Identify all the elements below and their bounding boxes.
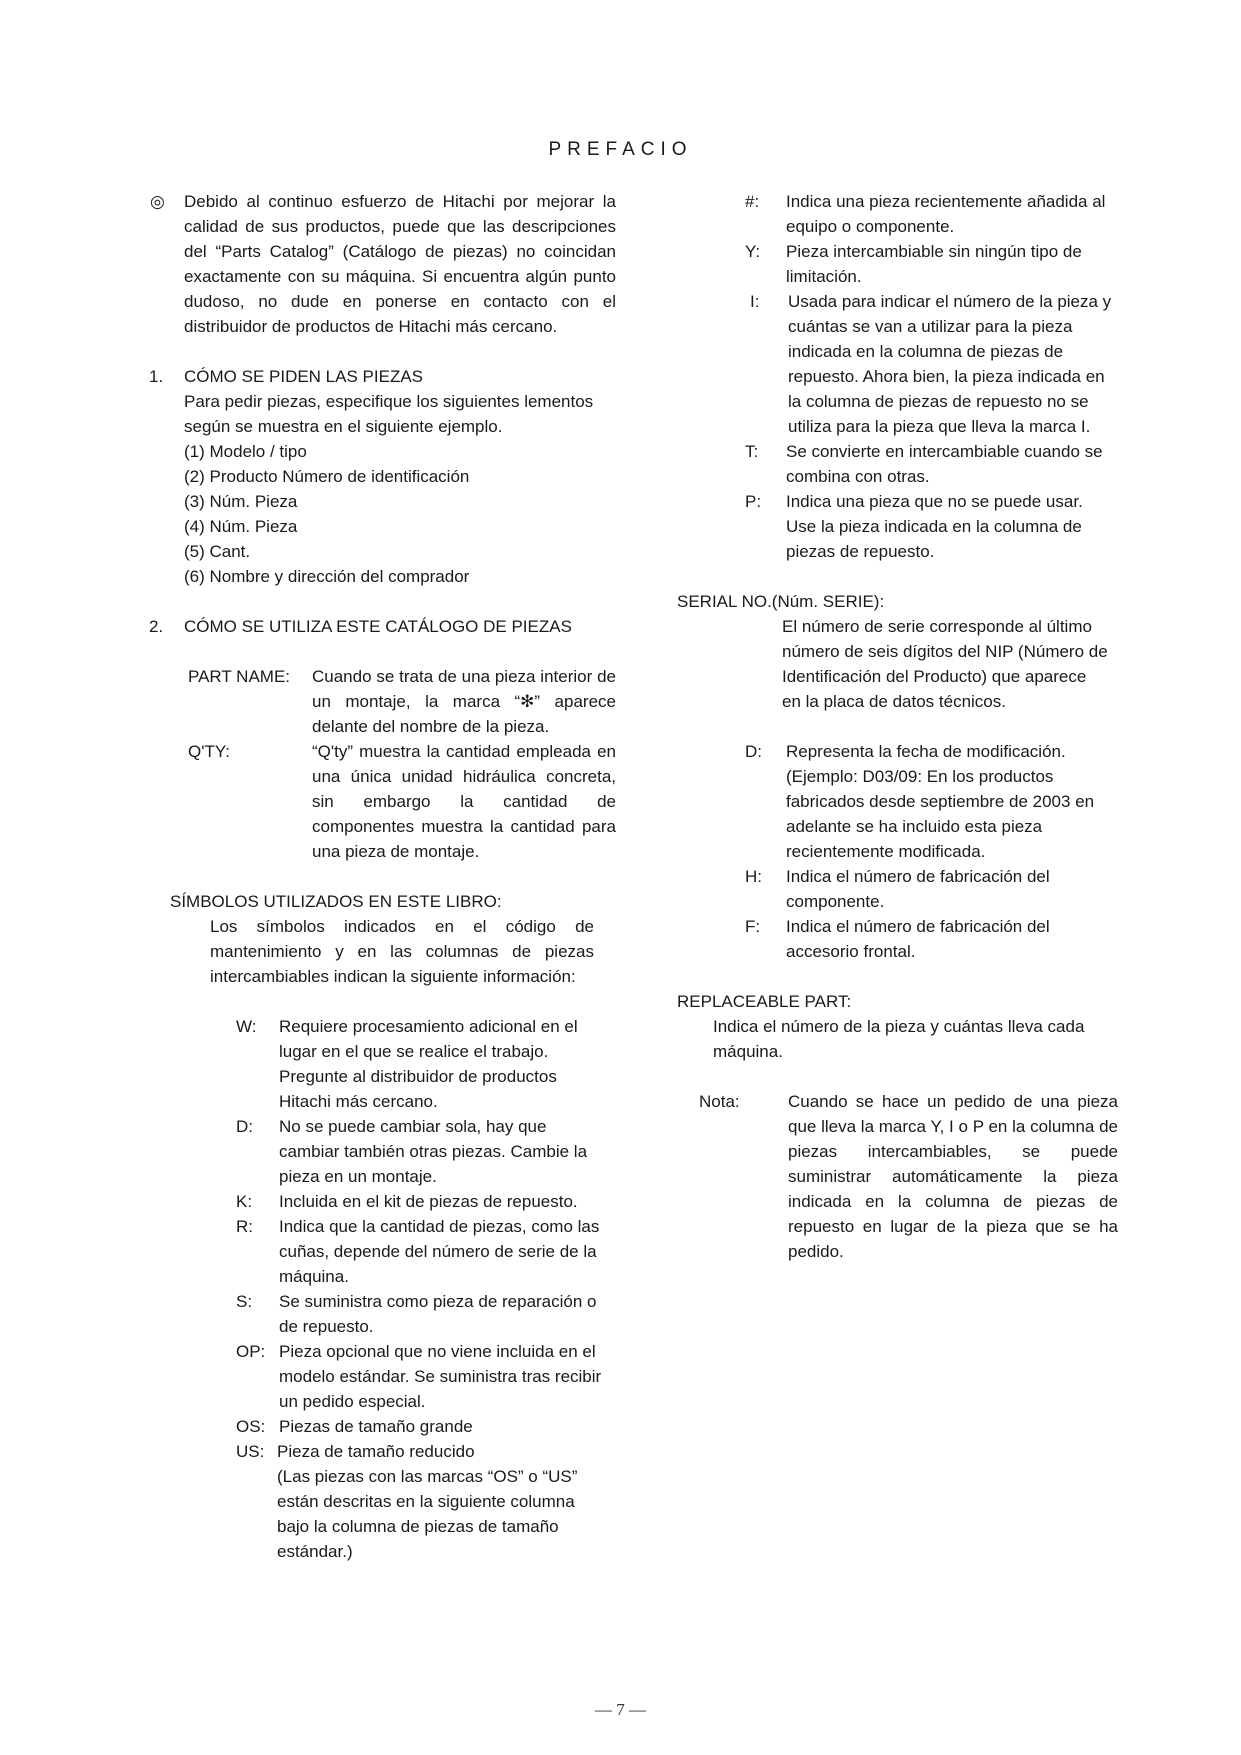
section2-number: 2. — [149, 617, 164, 636]
desc-line: equipo o componente. — [786, 217, 955, 236]
symbol-os-desc — [279, 1414, 473, 1439]
symbol-y-desc — [786, 239, 1082, 289]
symbols-heading: SÍMBOLOS UTILIZADOS EN ESTE LIBRO: — [170, 892, 502, 911]
symbol-label: OP: — [236, 1342, 266, 1361]
symbol-label: D: — [745, 742, 762, 761]
part-name-text: Cuando se trata de una pieza interior de un montaje, la marca “✻” aparece delante del nombre de la pieza. — [312, 667, 616, 736]
symbols-intro: Los símbolos indicados en el código de mantenimiento y en las columnas de piezas intercambiables indican la siguiente información: — [210, 917, 594, 986]
desc-line: cambiar también otras piezas. Cambie la — [279, 1142, 588, 1161]
desc-line: Incluida en el kit de piezas de repuesto. — [279, 1192, 578, 1211]
desc-line: cuántas se van a utilizar para la pieza — [788, 317, 1073, 336]
symbol-d-desc — [279, 1114, 587, 1189]
desc-line: de repuesto. — [279, 1317, 374, 1336]
section1-line: (5) Cant. — [184, 542, 251, 561]
section1-line: (1) Modelo / tipo — [184, 442, 307, 461]
section1-line: (4) Núm. Pieza — [184, 517, 298, 536]
symbol-hash-desc — [786, 189, 1105, 239]
desc-line: adelante se ha incluido esta pieza — [786, 817, 1043, 836]
desc-line: (Las piezas con las marcas “OS” o “US” — [277, 1467, 578, 1486]
desc-line: Indica el número de la pieza y cuántas lleva cada — [713, 1017, 1085, 1036]
desc-line: Requiere procesamiento adicional en el — [279, 1017, 578, 1036]
desc-line: El número de serie corresponde al último — [782, 617, 1092, 636]
symbol-k-desc — [279, 1189, 578, 1214]
desc-line: Pieza opcional que no viene incluida en el — [279, 1342, 596, 1361]
desc-line: Pregunte al distribuidor de productos — [279, 1067, 557, 1086]
desc-line: limitación. — [786, 267, 862, 286]
intro-paragraph: Debido al continuo esfuerzo de Hitachi por mejorar la calidad de sus productos, puede que las descripciones del “Parts Catalog” (Catálogo de piezas) no coincidan exactamente con su máquina. Si encuentra algún punto dudoso, no dude en ponerse en contacto con el distribuidor de productos de Hitachi más cercano. — [184, 192, 616, 336]
symbol-label: #: — [745, 192, 760, 211]
page-title: PREFACIO — [548, 139, 693, 160]
desc-line: en la placa de datos técnicos. — [782, 692, 1006, 711]
part-name-label: PART NAME: — [188, 667, 291, 686]
symbol-d-date-desc — [786, 739, 1094, 864]
serial-desc — [782, 614, 1108, 714]
symbol-label: US: — [236, 1442, 265, 1461]
symbol-label: P: — [745, 492, 762, 511]
desc-line: Indica el número de fabricación del — [786, 917, 1050, 936]
desc-line: máquina. — [713, 1042, 783, 1061]
desc-line: máquina. — [279, 1267, 349, 1286]
desc-line: Indica que la cantidad de piezas, como las — [279, 1217, 600, 1236]
desc-line: estándar.) — [277, 1542, 353, 1561]
desc-line: No se puede cambiar sola, hay que — [279, 1117, 547, 1136]
symbol-label: D: — [236, 1117, 253, 1136]
desc-line: la columna de piezas de repuesto no se — [788, 392, 1089, 411]
desc-line: piezas de repuesto. — [786, 542, 935, 561]
symbol-t-desc — [786, 439, 1103, 489]
desc-line: Indica el número de fabricación del — [786, 867, 1050, 886]
intro-bullet: ◎ — [150, 192, 165, 211]
desc-line: recientemente modificada. — [786, 842, 986, 861]
desc-line: bajo la columna de piezas de tamaño — [277, 1517, 559, 1536]
section1-line: Para pedir piezas, especifique los siguientes lementos — [184, 392, 594, 411]
desc-line: Use la pieza indicada en la columna de — [786, 517, 1082, 536]
desc-line: indicada en la columna de piezas de — [788, 342, 1064, 361]
desc-line: cuñas, depende del número de serie de la — [279, 1242, 597, 1261]
desc-line: Pieza de tamaño reducido — [277, 1442, 475, 1461]
desc-line: (Ejemplo: D03/09: En los productos — [786, 767, 1054, 786]
section1-line: según se muestra en el siguiente ejemplo. — [184, 417, 503, 436]
desc-line: número de seis dígitos del NIP (Número de — [782, 642, 1108, 661]
symbol-label: H: — [745, 867, 762, 886]
desc-line: accesorio frontal. — [786, 942, 916, 961]
desc-line: Indica una pieza que no se puede usar. — [786, 492, 1083, 511]
section1-line: (3) Núm. Pieza — [184, 492, 298, 511]
symbol-h-desc — [786, 864, 1050, 914]
desc-line: lugar en el que se realice el trabajo. — [279, 1042, 549, 1061]
desc-line: Usada para indicar el número de la pieza y — [788, 292, 1112, 311]
qty-label: Q'TY: — [188, 742, 230, 761]
desc-line: Representa la fecha de modificación. — [786, 742, 1066, 761]
desc-line: un pedido especial. — [279, 1392, 426, 1411]
page-number: — 7 — — [595, 1700, 646, 1719]
symbol-label: K: — [236, 1192, 253, 1211]
symbol-w-desc — [279, 1014, 578, 1114]
replaceable-desc — [713, 1014, 1084, 1064]
section1-heading: CÓMO SE PIDEN LAS PIEZAS — [184, 367, 424, 386]
desc-line: fabricados desde septiembre de 2003 en — [786, 792, 1095, 811]
symbol-label: OS: — [236, 1417, 266, 1436]
symbol-p-desc — [786, 489, 1083, 564]
symbol-label: I: — [750, 292, 760, 311]
nota-label: Nota: — [699, 1092, 740, 1111]
symbol-label: R: — [236, 1217, 253, 1236]
desc-line: Se convierte en intercambiable cuando se — [786, 442, 1103, 461]
desc-line: pieza en un montaje. — [279, 1167, 437, 1186]
desc-line: modelo estándar. Se suministra tras recibir — [279, 1367, 602, 1386]
symbol-label: Y: — [745, 242, 761, 261]
section1-number: 1. — [149, 367, 164, 386]
section2-heading: CÓMO SE UTILIZA ESTE CATÁLOGO DE PIEZAS — [184, 617, 572, 636]
replaceable-heading: REPLACEABLE PART: — [677, 992, 852, 1011]
desc-line: Hitachi más cercano. — [279, 1092, 438, 1111]
section1-list — [184, 389, 593, 589]
desc-line: Indica una pieza recientemente añadida al — [786, 192, 1106, 211]
desc-line: están descritas en la siguiente columna — [277, 1492, 575, 1511]
qty-text: “Q'ty” muestra la cantidad empleada en una única unidad hidráulica concreta, sin embargo la cantidad de componentes muestra la cantidad para una pieza de montaje. — [312, 742, 616, 861]
symbol-label: T: — [745, 442, 759, 461]
desc-line: Pieza intercambiable sin ningún tipo de — [786, 242, 1082, 261]
symbol-label: F: — [745, 917, 761, 936]
symbol-label: S: — [236, 1292, 253, 1311]
symbol-r-desc — [279, 1214, 599, 1289]
desc-line: Piezas de tamaño grande — [279, 1417, 473, 1436]
symbol-label: W: — [236, 1017, 257, 1036]
desc-line: utiliza para la pieza que lleva la marca I. — [788, 417, 1091, 436]
symbol-f-desc — [786, 914, 1050, 964]
section1-line: (6) Nombre y dirección del comprador — [184, 567, 470, 586]
symbol-us-desc — [277, 1439, 577, 1564]
desc-line: componente. — [786, 892, 885, 911]
symbol-op-desc — [279, 1339, 601, 1414]
desc-line: repuesto. Ahora bien, la pieza indicada en — [788, 367, 1105, 386]
nota-text: Cuando se hace un pedido de una pieza que lleva la marca Y, I o P en la columna de piezas intercambiables, se puede suministrar automáticamente la pieza indicada en la columna de piezas de repuesto en lugar de la pieza que se ha pedido. — [788, 1092, 1118, 1261]
symbol-i-desc — [788, 289, 1111, 439]
symbol-s-desc — [279, 1289, 597, 1339]
serial-heading: SERIAL NO.(Núm. SERIE): — [677, 592, 885, 611]
section1-line: (2) Producto Número de identificación — [184, 467, 470, 486]
desc-line: Identificación del Producto) que aparece — [782, 667, 1087, 686]
desc-line: Se suministra como pieza de reparación o — [279, 1292, 597, 1311]
desc-line: combina con otras. — [786, 467, 930, 486]
